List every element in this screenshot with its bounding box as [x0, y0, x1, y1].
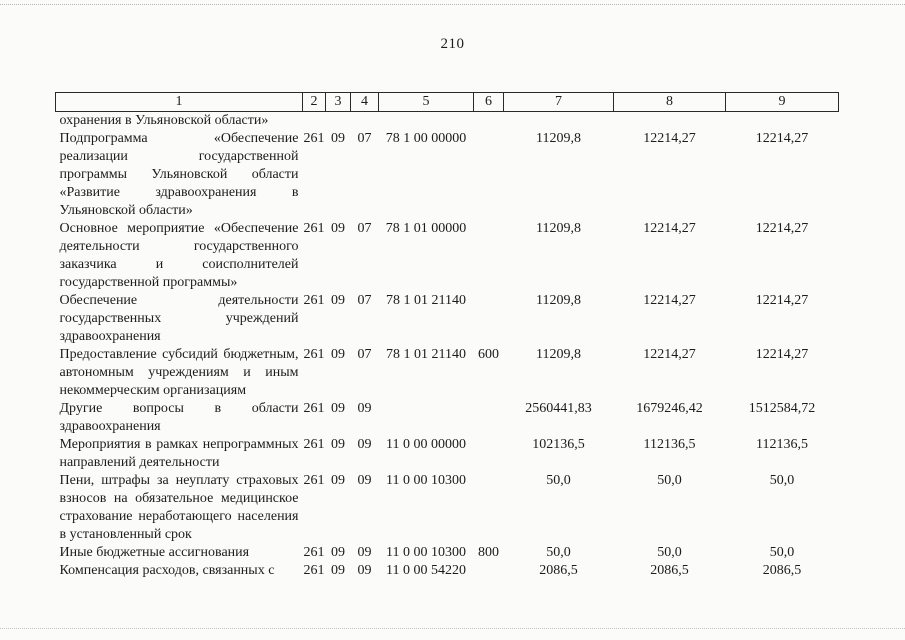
- col-header-7: 7: [504, 93, 614, 112]
- cell-amount-3: 2086,5: [762, 563, 802, 578]
- cell-podrazdel: 07: [357, 347, 372, 362]
- cell-vr: 800: [478, 545, 499, 560]
- cell-razdel: 09: [331, 545, 345, 560]
- row-name: Основное мероприятие «Обеспечение деятельности государственного заказчика и соисполнителей государственной программы»: [59, 221, 299, 290]
- table-row: [56, 292, 839, 346]
- col-header-1: 1: [56, 93, 303, 112]
- table-row: [56, 346, 839, 400]
- cell-amount-2: 12214,27: [643, 293, 696, 308]
- row-name: Другие вопросы в области здравоохранения: [59, 401, 299, 434]
- cell-glava: 261: [303, 563, 325, 578]
- cell-amount-1: 11209,8: [536, 293, 581, 308]
- cell-csr: 78 1 00 00000: [385, 131, 467, 146]
- cell-glava: [303, 112, 326, 131]
- cell-amount-1: 2086,5: [539, 563, 578, 578]
- row-name: Пени, штрафы за неуплату страховых взносов на обязательное медицинское страхование неработающего населения в установленный срок: [59, 473, 299, 542]
- cell-amount-2: 112136,5: [643, 437, 696, 452]
- row-name: Обеспечение деятельности государственных учреждений здравоохранения: [59, 293, 299, 344]
- cell-podrazdel: [351, 112, 379, 131]
- cell-csr: 11 0 00 00000: [386, 437, 466, 452]
- row-name: Подпрограмма «Обеспечение реализации государственной программы Ульяновской области «Развитие здравоохранения в Ульяновской области»: [59, 131, 299, 218]
- cell-glava: 261: [303, 347, 325, 362]
- cell-amount-2: 12214,27: [643, 131, 696, 146]
- cell-csr: 11 0 00 10300: [386, 473, 466, 488]
- row-name: Предоставление субсидий бюджетным, автономным учреждениям и иным некоммерческим организациям: [59, 347, 299, 398]
- cell-vr: [474, 400, 504, 436]
- cell-vr: [474, 562, 504, 580]
- table-row: [56, 130, 839, 220]
- col-header-6: 6: [474, 93, 504, 112]
- cell-glava: 261: [303, 131, 325, 146]
- cell-razdel: 09: [331, 131, 345, 146]
- cell-csr: [379, 112, 474, 131]
- cell-vr: [474, 436, 504, 472]
- cell-amount-1: 50,0: [546, 473, 571, 488]
- cell-razdel: 09: [331, 347, 345, 362]
- cell-amount-2: 12214,27: [643, 221, 696, 236]
- cell-csr: 11 0 00 54220: [386, 563, 466, 578]
- cell-amount-3: 12214,27: [755, 131, 809, 146]
- cell-glava: 261: [303, 401, 325, 416]
- col-header-4: 4: [351, 93, 379, 112]
- table-row: [56, 544, 839, 562]
- col-header-9: 9: [726, 93, 839, 112]
- cell-amount-1: 11209,8: [536, 347, 581, 362]
- cell-podrazdel: 07: [357, 221, 372, 236]
- cell-razdel: 09: [331, 221, 345, 236]
- cell-amount-2: [614, 112, 726, 131]
- cell-csr: 78 1 01 00000: [385, 221, 467, 236]
- scan-edge-bottom: [0, 628, 905, 633]
- cell-glava: 261: [303, 293, 325, 308]
- cell-razdel: 09: [331, 437, 345, 452]
- cell-amount-2: 2086,5: [650, 563, 689, 578]
- cell-csr: 78 1 01 21140: [386, 293, 466, 308]
- cell-amount-3: 12214,27: [755, 221, 809, 236]
- cell-amount-1: 50,0: [546, 545, 571, 560]
- cell-amount-3: 12214,27: [755, 293, 809, 308]
- cell-amount-1: 11209,8: [536, 221, 581, 236]
- cell-vr: 600: [478, 347, 499, 362]
- cell-razdel: [326, 112, 351, 131]
- cell-vr: [474, 112, 504, 131]
- cell-amount-1: [504, 112, 614, 131]
- cell-razdel: 09: [331, 563, 345, 578]
- row-name: Мероприятия в рамках непрограммных направлений деятельности: [59, 437, 299, 470]
- cell-podrazdel: 09: [357, 545, 372, 560]
- cell-vr: [474, 220, 504, 292]
- cell-amount-1: 2560441,83: [525, 401, 592, 416]
- cell-podrazdel: 07: [357, 293, 372, 308]
- scan-edge-top: [0, 4, 905, 11]
- cell-amount-3: 112136,5: [756, 437, 808, 452]
- cell-amount-2: 1679246,42: [636, 401, 703, 416]
- cell-podrazdel: 09: [357, 401, 372, 416]
- cell-razdel: 09: [331, 401, 345, 416]
- cell-podrazdel: 07: [357, 131, 372, 146]
- cell-csr: [379, 400, 474, 436]
- cell-vr: [474, 472, 504, 544]
- cell-csr: 78 1 01 21140: [386, 347, 466, 362]
- cell-podrazdel: 09: [357, 563, 372, 578]
- cell-vr: [474, 292, 504, 346]
- budget-table: [55, 92, 839, 580]
- page-number: 210: [440, 36, 465, 52]
- cell-amount-2: 50,0: [657, 545, 682, 560]
- cell-amount-3: 12214,27: [755, 347, 809, 362]
- table-row: [56, 112, 839, 131]
- row-name: Компенсация расходов, связанных с: [59, 563, 275, 578]
- table-header-row: [56, 93, 839, 112]
- row-name: охранения в Ульяновской области»: [59, 113, 269, 128]
- table-row: [56, 436, 839, 472]
- cell-razdel: 09: [331, 473, 345, 488]
- cell-amount-1: 102136,5: [532, 437, 585, 452]
- col-header-5: 5: [379, 93, 474, 112]
- cell-glava: 261: [303, 221, 325, 236]
- cell-amount-2: 12214,27: [643, 347, 696, 362]
- cell-podrazdel: 09: [357, 473, 372, 488]
- cell-glava: 261: [303, 437, 325, 452]
- cell-amount-2: 50,0: [657, 473, 682, 488]
- col-header-8: 8: [614, 93, 726, 112]
- cell-amount-3: [726, 112, 839, 131]
- col-header-3: 3: [326, 93, 351, 112]
- cell-razdel: 09: [331, 293, 345, 308]
- cell-csr: 11 0 00 10300: [386, 545, 466, 560]
- table-row: [56, 472, 839, 544]
- col-header-2: 2: [303, 93, 326, 112]
- cell-vr: [474, 130, 504, 220]
- cell-amount-3: 50,0: [769, 545, 795, 560]
- table-row: [56, 400, 839, 436]
- table-row: [56, 220, 839, 292]
- cell-amount-3: 50,0: [769, 473, 795, 488]
- cell-amount-3: 1512584,72: [748, 401, 816, 416]
- cell-amount-1: 11209,8: [536, 131, 581, 146]
- cell-glava: 261: [303, 545, 325, 560]
- table-row: [56, 562, 839, 580]
- cell-glava: 261: [303, 473, 325, 488]
- cell-podrazdel: 09: [357, 437, 372, 452]
- row-name: Иные бюджетные ассигнования: [59, 545, 250, 560]
